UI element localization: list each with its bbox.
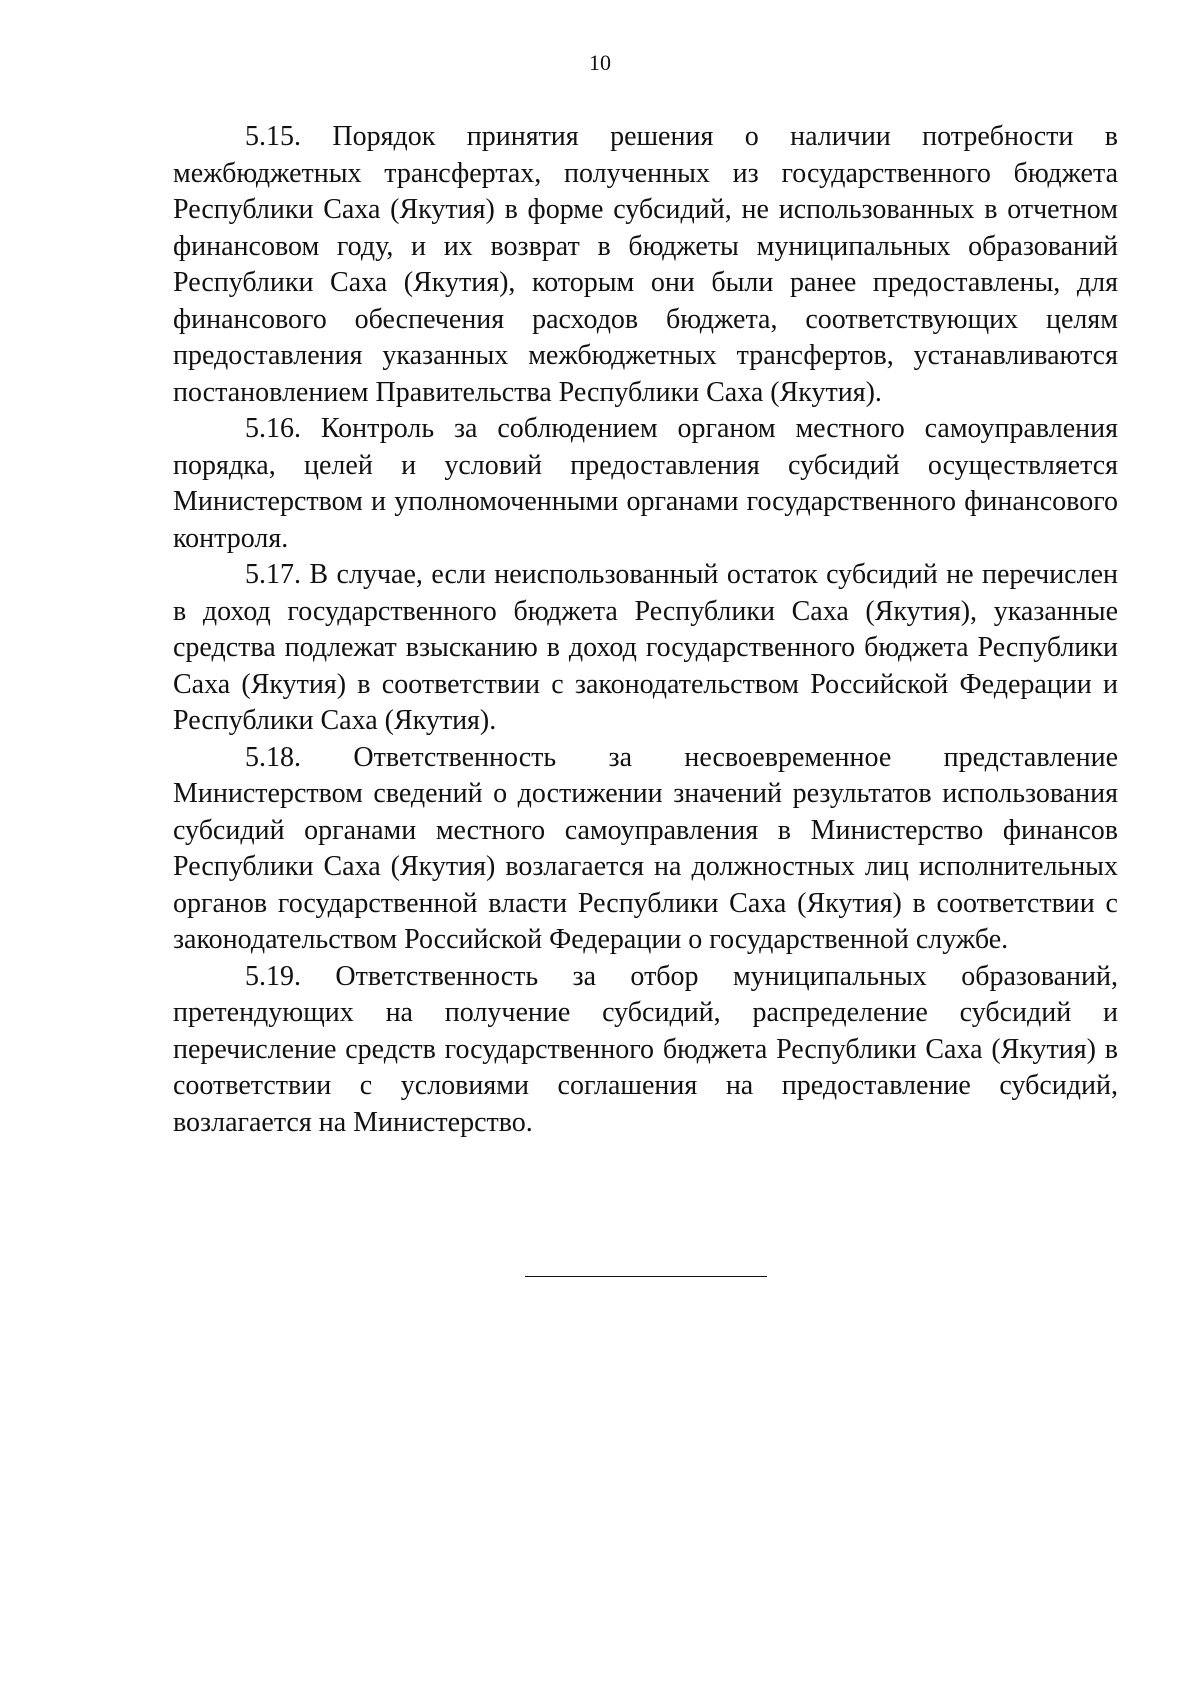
paragraph-5-16: 5.16. Контроль за соблюдением органом местного самоуправления порядка, целей и условий предоставления субсидий осуществляется Министерством и уполномоченными органами государственного финансового контроля.: [173, 413, 1118, 554]
page-number: 10: [589, 50, 611, 75]
closing-horizontal-rule: [525, 1276, 767, 1277]
paragraph-5-18: 5.18. Ответственность за несвоевременное представление Министерством сведений о достижении значений результатов использования субсидий органами местного самоуправления в Министерство финансов Республики Саха (Якутия) возлагается на должностных лиц исполнительных органов государственной власти Республики Саха (Якутия) в соответствии с законодательством Российской Федерации о государственной службе.: [173, 741, 1118, 955]
paragraph-5-19: 5.19. Ответственность за отбор муниципальных образований, претендующих на получение субсидий, распределение субсидий и перечисление средств государственного бюджета Республики Саха (Якутия) в соответствии с условиями соглашения на предоставление субсидий, возлагается на Министерство.: [173, 960, 1118, 1138]
paragraph-5-17: 5.17. В случае, если неиспользованный остаток субсидий не перечислен в доход государственного бюджета Республики Саха (Якутия), указанные средства подлежат взысканию в доход государственного бюджета Республики Саха (Якутия) в соответствии с законодательством Российской Федерации и Республики Саха (Якутия).: [173, 559, 1118, 736]
paragraph-5-15: 5.15. Порядок принятия решения о наличии потребности в межбюджетных трансфертах, полученных из государственного бюджета Республики Саха (Якутия) в форме субсидий, не использованных в отчетном финансовом году, и их возврат в бюджеты муниципальных образований Республики Саха (Якутия), которым они были ранее предоставлены, для финансового обеспечения расходов бюджета, соответствующих целям предоставления указанных межбюджетных трансфертов, устанавливаются постановлением Правительства Республики Саха (Якутия).: [173, 121, 1118, 408]
document-body: [173, 119, 1118, 1141]
